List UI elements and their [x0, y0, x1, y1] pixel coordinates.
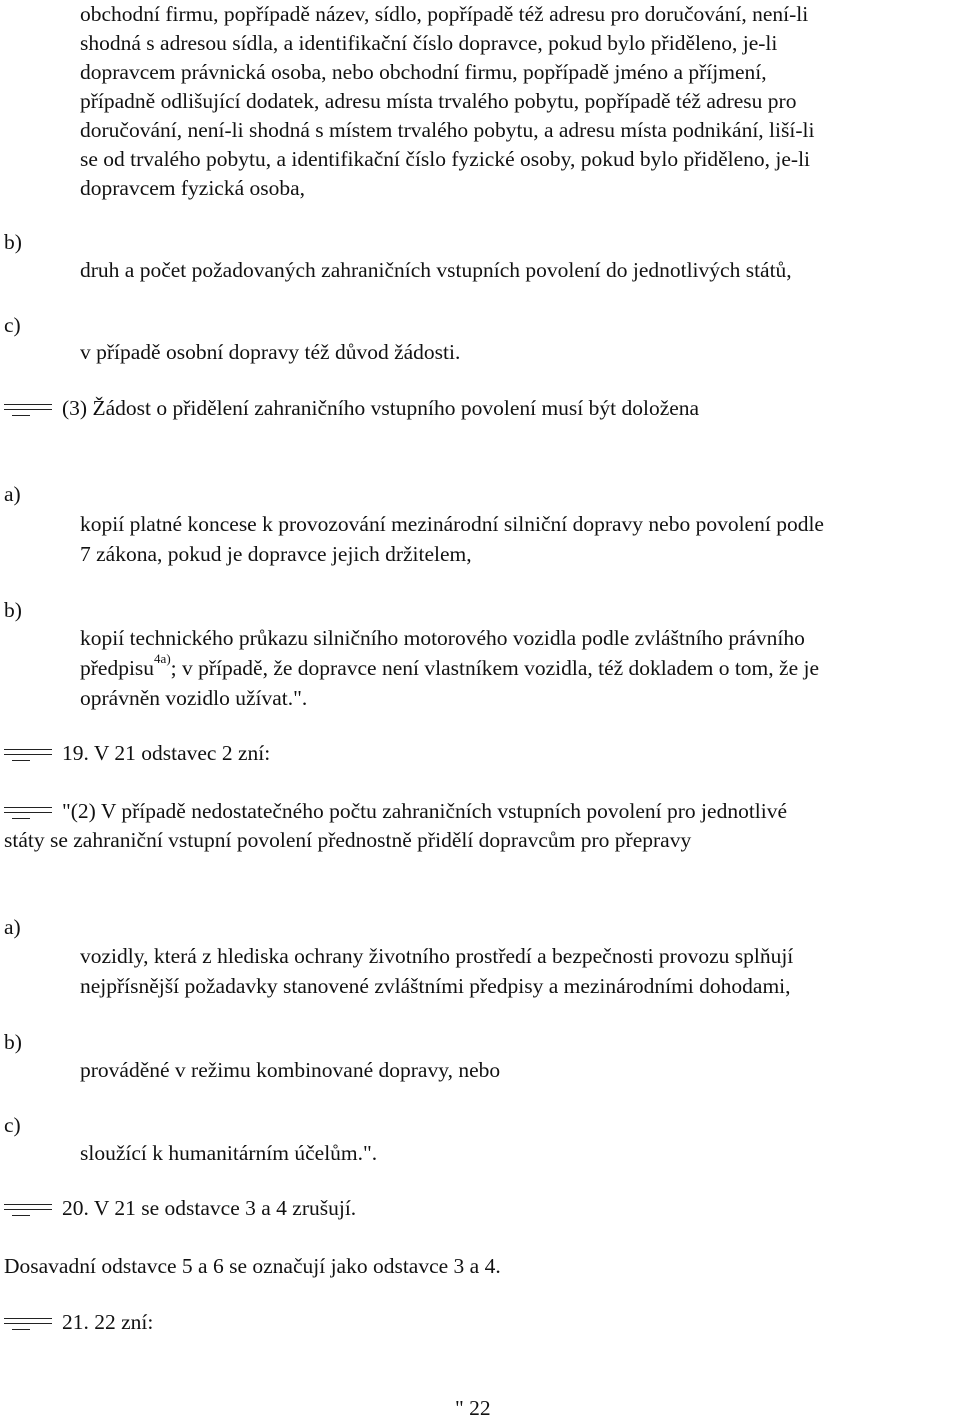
list-label: a)	[4, 482, 21, 506]
list-item-text: v případě osobní dopravy též důvod žádosti.	[80, 340, 461, 364]
list-item-text: 7 zákona, pokud je dopravce jejich držitelem,	[80, 542, 472, 566]
list-label: c)	[4, 1113, 21, 1137]
list-item-text-with-footnote	[80, 651, 820, 683]
text-line: shodná s adresou sídla, a identifikační číslo dopravce, pokud bylo přiděleno, je-li	[80, 31, 778, 55]
text-line: doručování, není-li shodná s místem trvalého pobytu, a adresu místa podnikání, liší-li	[80, 118, 815, 142]
text-span: ; v případě, že dopravce není vlastníkem vozidla, též dokladem o tom, že je	[170, 656, 820, 680]
text-line: dopravcem právnická osoba, nebo obchodní firmu, popřípadě jméno a příjmení,	[80, 60, 767, 84]
point-20-heading: 20. V 21 se odstavce 3 a 4 zrušují.	[62, 1196, 357, 1220]
paragraph-3-text: (3) Žádost o přidělení zahraničního vstupního povolení musí být doložena	[62, 396, 700, 420]
list-item-text: kopií platné koncese k provozování mezinárodní silniční dopravy nebo povolení podle	[80, 512, 824, 536]
list-item-text: nejpřísnější požadavky stanovené zvláštními předpisy a mezinárodními dohodami,	[80, 974, 791, 998]
text-line: se od trvalého pobytu, a identifikační číslo fyzické osoby, pokud bylo přiděleno, je-li	[80, 147, 811, 171]
list-item-text: kopií technického průkazu silničního motorového vozidla podle zvláštního právního	[80, 626, 805, 650]
revision-mark	[0, 1317, 52, 1331]
list-label: c)	[4, 313, 21, 337]
revision-mark	[0, 748, 52, 762]
point-21-heading: 21. 22 zní:	[62, 1310, 154, 1334]
revision-mark	[0, 1203, 52, 1217]
list-item-text: sloužící k humanitárním účelům.".	[80, 1141, 378, 1165]
list-label: a)	[4, 915, 21, 939]
list-label: b)	[4, 1030, 22, 1054]
text-span: předpisu	[80, 656, 155, 680]
revision-mark	[0, 806, 52, 820]
list-item-text: druh a počet požadovaných zahraničních vstupních povolení do jednotlivých států,	[80, 258, 792, 282]
list-item-text: vozidly, která z hlediska ochrany životního prostředí a bezpečnosti provozu splňují	[80, 944, 794, 968]
section-heading-start: " 22	[455, 1396, 491, 1420]
text-line: případně odlišující dodatek, adresu místa trvalého pobytu, popřípadě též adresu pro	[80, 89, 797, 113]
paragraph-2-text: "(2) V případě nedostatečného počtu zahraničních vstupních povolení pro jednotlivé	[62, 799, 788, 823]
text-line: obchodní firmu, popřípadě název, sídlo, popřípadě též adresu pro doručování, není-li	[80, 2, 809, 26]
footnote-ref: 4a)	[154, 651, 171, 666]
point-19-heading: 19. V 21 odstavec 2 zní:	[62, 741, 271, 765]
list-label: b)	[4, 598, 22, 622]
note-text: Dosavadní odstavce 5 a 6 se označují jako odstavce 3 a 4.	[4, 1254, 501, 1278]
list-item-text: prováděné v režimu kombinované dopravy, nebo	[80, 1058, 501, 1082]
paragraph-2-text: státy se zahraniční vstupní povolení přednostně přidělí dopravcům pro přepravy	[4, 828, 692, 852]
text-line: dopravcem fyzická osoba,	[80, 176, 306, 200]
list-label: b)	[4, 230, 22, 254]
revision-mark	[0, 403, 52, 417]
list-item-text: oprávněn vozidlo užívat.".	[80, 686, 308, 710]
